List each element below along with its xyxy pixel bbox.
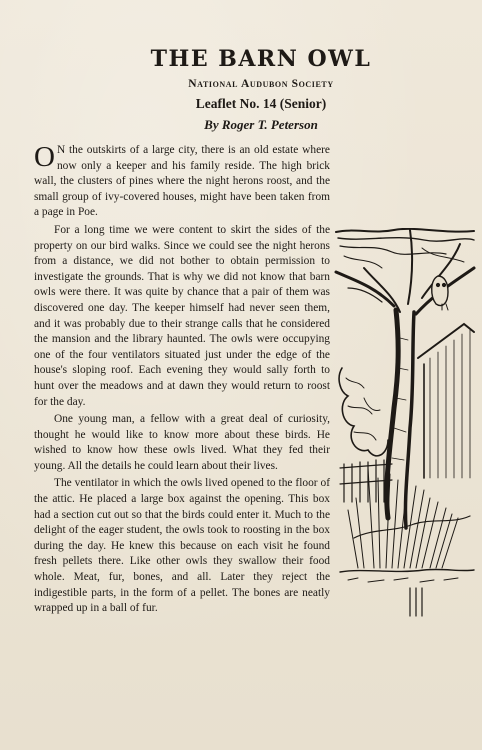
leaflet-number: Leaflet No. 14 (Senior) [195,96,327,111]
author-byline: By Roger T. Peterson [204,117,318,132]
drop-cap: O [34,141,55,173]
paragraph-2: For a long time we were content to skirt the sides of the property on our bird walks. Since we could see the night herons from a distance, we did not bother to obtain permission to investigate the grounds. That is why we did not know that barn owls were there. It was quite by chance that a pair of them was discovered one day. The keeper himself had never seen them, and it was probably due to their strange calls that he considered the mansion and the library haunted. The owls were occupying one of the four ventilators situated just under the edge of the house's sloping roof. Each evening they would sally forth to hunt over the meadows and at dawn they would return to roost for the day. [34,223,330,408]
society-name: National Audubon Society [188,78,334,90]
page-title: THE BARN OWL [150,46,372,72]
paragraph-3: One young man, a fellow with a great deal of curiosity, thought he would like to know more about these birds. He wished to know how these owls lived. What they fed their young. All the details he could learn about their lives. [34,413,330,472]
paragraph-1-text: N the outskirts of a large city, there is an old estate where now only a keeper and his family reside. The high brick wall, the clusters of pines where the night herons roost, and the small group of ivy-covered houses, might have been taken from a page in Poe. [34,144,330,219]
barn-owl-in-tree-icon [334,228,476,622]
header [0,46,482,133]
paragraph-1 [34,143,330,221]
paragraph-4: The ventilator in which the owls lived opened to the floor of the attic. He placed a large box against the opening. This box had a section cut out so that the birds could enter it. Much to the delight of the eager student, the owls took to roosting in the box during the day. He knew this because on each visit he found fresh pellets there. Like other owls they swallow their food whole. Meat, fur, bones, and all. Later they reject the indigestible parts, in the form of a pellet. The bones are neatly wrapped up in a ball of fur. [34,477,330,615]
article-body [34,143,330,617]
